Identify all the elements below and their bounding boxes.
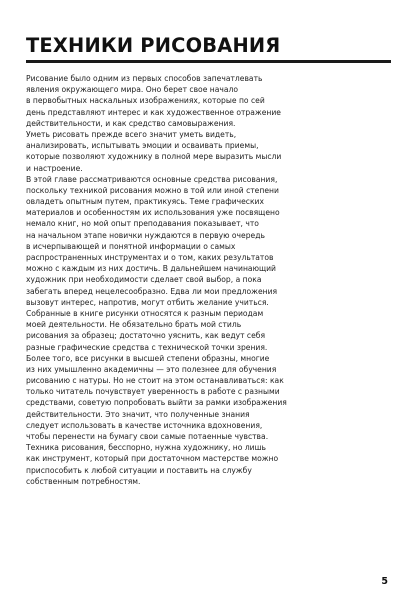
chapter-title: ТЕХНИКИ РИСОВАНИЯ [26,34,281,57]
title-underline [26,60,391,63]
body-line: и настроение. [26,163,83,173]
body-line: распространенных инструментах и о том, каких результатов [26,253,274,262]
body-line: рисованию с натуры. Но не стоит на этом останавливаться: как [26,376,284,386]
body-line: поскольку техникой рисования можно в той или иной степени [26,185,279,195]
body-line: овладеть опытным путем, практикуясь. Теме графических [26,197,264,207]
body-line: Рисование было одним из первых способов запечатлевать [26,74,263,83]
body-line: Более того, все рисунки в высшей степени образны, многие [26,353,270,363]
body-line: вызовут интерес, напротив, могут отбить желание учиться. [26,297,269,307]
body-line: следует использовать в качестве источника вдохновения, [26,420,263,430]
body-line: собственным потребностям. [26,476,141,486]
body-line: как инструмент, который при достаточном мастерстве можно [26,454,279,464]
body-line: в первобытных наскальных изображениях, которые по сей [26,96,265,106]
body-line: художник при необходимости сделает свой выбор, а пока [26,275,262,285]
body-line: разные графические средства с технической точки зрения. [26,342,268,352]
body-line: которые позволяют художнику в полной мере выразить мысли [26,152,282,162]
body-line: приспособить к любой ситуации и поставить на службу [26,465,252,475]
body-line: явления окружающего мира. Оно берет свое начало [26,85,239,95]
body-line: Уметь рисовать прежде всего значит уметь видеть, [26,129,237,139]
body-line: только читатель почувствует уверенность в работе с разными [26,387,280,397]
body-line: чтобы перенести на бумагу свои самые потаенные чувства. [26,432,269,441]
body-line: в исчерпывающей и понятной информации о самых [26,241,236,251]
body-line: моей деятельности. Не обязательно брать мой стиль [26,320,242,330]
body-line: действительности, и как средство самовыражения. [26,118,236,128]
body-line: Техника рисования, бесспорно, нужна художнику, но лишь [26,443,267,453]
body-line: забегать вперед нецелесообразно. Едва ли мои предложения [26,286,278,296]
body-line: средствами, советую попробовать выйти за рамки изображения [26,398,287,408]
body-line: анализировать, испытывать эмоции и осваивать приемы, [26,141,259,151]
body-text [26,73,371,487]
body-line: В этой главе рассматриваются основные средства рисования, [26,174,278,184]
body-line: действительности. Это значит, что полученные знания [26,409,250,419]
page-number: 5 [381,576,388,587]
body-line: немало книг, но мой опыт преподавания показывает, что [26,219,259,229]
body-line: день представляют интерес и как художественное отражение [26,107,281,117]
body-line: материалов и особенностям их использования уже посвящено [26,208,280,218]
body-line: можно с каждым из них достичь. В дальнейшем начинающий [26,264,276,274]
body-line: рисования за образец; достаточно уяснить, как ведут себя [26,331,266,341]
body-line: на начальном этапе новички нуждаются в первую очередь [26,230,265,240]
body-line: Собранные в книге рисунки относятся к разным периодам [26,308,264,318]
body-line: из них умышленно академичны — это полезнее для обучения [26,364,277,374]
